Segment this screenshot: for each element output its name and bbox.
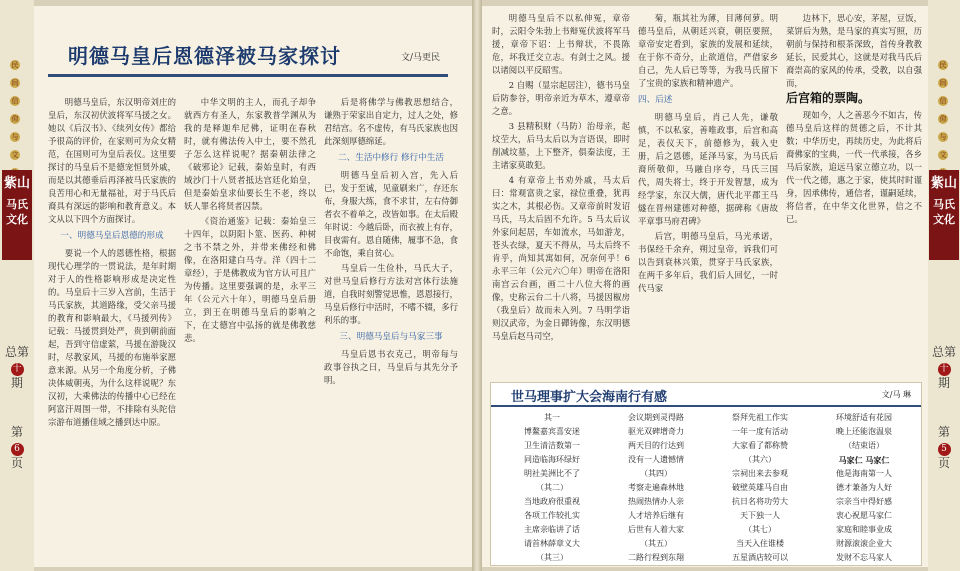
paragraph: 4 有章帝上书劝外戚，马太后曰：常观富贵之家，禄位重叠，犹再实之木，其根必伤。又章帝前时发诏马氏，马太后固不允许。5 马太后议外家问起居，车如流水，马如游龙，苍头衣绿，夏天不得从，马太后终不肯乎，尚知其寓如何，况奈何乎！6 永平三年（公元六〇年）明帝在洛阳南宫云台画，画二十八位大将的画像，史称云台二十八将，马援因椒房（我皇后）故而未入列。7 马明学诣则汉武帝，为金日磾铸像，东汉明德马皇后赵马司空， — [492, 175, 630, 341]
poem-column-3 — [719, 411, 801, 565]
poem-line: 一年一度有活动 — [732, 427, 788, 436]
page-suffix: 页 — [10, 456, 23, 470]
poem-line: （其六） — [744, 455, 776, 464]
section-heading: 四、后述 — [638, 95, 673, 105]
edge-dot: 文 — [11, 151, 19, 159]
issue-number: 十 — [12, 364, 22, 374]
issue-suffix: 期 — [10, 376, 23, 390]
poem-line: 考察走遍森林地 — [628, 483, 684, 492]
section-heading: 一、明德马皇后恩德的形成 — [60, 231, 164, 241]
poem-line: 后世有人着大家 — [628, 525, 684, 534]
poem-line: 热闹热情办人亲 — [628, 497, 684, 506]
section-heading: 三、明德马皇后与马家三事 — [339, 332, 443, 342]
paragraph: 明德马皇后初入宫，先入后已，发于至诚，见童刷来广，存还东布，身服大练，食不求甘，左右侍御者衣不着单之，改皆如事。在太后殿年时说：今越后卧，而衣被上有存，目夜需有。恩自随佛，履事不急，食不命饱，乘自贫心。 — [324, 170, 458, 258]
poem-title: 世马理事扩大会海南行有感 — [511, 390, 668, 405]
issue-number: 十 — [939, 364, 949, 374]
poem-line: 其一 — [544, 413, 560, 422]
issue-suffix: 期 — [937, 376, 950, 390]
poem-line: 当地政府很重视 — [524, 497, 580, 506]
left-page — [34, 6, 472, 567]
edge-dot: 民 — [939, 61, 947, 69]
page-suffix: 页 — [937, 456, 950, 470]
tab-title: 紫山 — [3, 176, 30, 191]
poem-line: （结束语） — [844, 441, 884, 450]
poem-line: 五星酒店较可以 — [732, 553, 788, 562]
poem-line: （其四） — [640, 469, 672, 478]
poem-line: 他是海南第一人 — [836, 469, 892, 478]
paragraph: 3 县精积财（马防）治母亲，起坟茔大，后马太后以为言语误，即时削减坟墓，上下整齐，俱秦法度，王主诸家莫敢犯。 — [492, 121, 630, 170]
page-number: 5 — [938, 443, 951, 456]
poem-line: （其七） — [744, 525, 776, 534]
paragraph: 马皇后恩书衣克己，明帝每与政事谷执之曰，马皇后与其先分予明。 — [324, 349, 458, 385]
poem-line: 财源滚滚企业大 — [836, 539, 892, 548]
paragraph: 明德马皇后不以私伸冤，章帝时，云阳令朱勃上书辩冤伏波将军马援，章帝下诏：上书辩状，不畏陈危，坏我迁交立志。有剑士之风。援以诸阅以平反昭雪。 — [492, 13, 630, 75]
paragraph: 中华文明的主人，而孔子却争就西方有圣人，东家教普学渊从为我的是释迦牟尼佛，证明在春秋时，就有佛法传入中土，要不然孔子怎么这样说呢？据秦朝法律之《破邪论》记载，秦始皇时，有西域沙门十八贤者抵达宫廷化始皇，但是秦始皇求仙要长生不老，终以妖人罪名将贤者囚禁。 — [184, 97, 316, 211]
paragraph: 现如今，人之善恶今不如古，传德马皇后这样的贤德之后，不计其数；中华历史，再续历史，为此将后裔佛家的宝典，一代一代承接，各乡马后家族，追远马家立德立功，以一代一代之德，惠之于家，使其时时谨身，因承佛传，通信者，谨嗣延续，将信者，在中华文化世界，信之不已。 — [786, 110, 922, 224]
poem-line: 没有一人遗憾情 — [628, 455, 684, 464]
left-section-tab — [2, 170, 32, 260]
poem-line: 当天入住谁楼 — [736, 539, 784, 548]
right-page-edge — [928, 0, 960, 571]
issue-total-label: 总第 — [931, 345, 956, 359]
article-header — [48, 34, 448, 77]
left-page-number — [2, 425, 32, 471]
tab-subtitle: 马氏文化 — [6, 198, 28, 226]
paragraph: 明德马皇后，东汉明帝刘庄的皇后，东汉初伏波将军马援之女。她以《后汉书》、《续列女传》都给予很高的评价，在家则可为众女精范，在国则可为皇后表仪。这里要探讨的马皇后不是德宠恒贤外戚，而是以其德垂后再泽被马氏家族的良苦用心和无量福祉，对于马氏后裔具有深远的影响和教育意义。本文从以下四个方面探讨。 — [48, 97, 176, 224]
tab-title: 紫山 — [930, 176, 957, 191]
article-byline: 文/马更民 — [400, 53, 440, 63]
poem-column-2 — [615, 411, 697, 565]
poem-line: 天下独一人 — [740, 511, 780, 520]
article-title: 明德马皇后恩德泽被马家探讨 — [68, 44, 341, 68]
poem-line: 同造临海环绿好 — [524, 455, 580, 464]
poem-column-1 — [511, 411, 593, 565]
poem-line: 驱光双碑增奇力 — [628, 427, 684, 436]
right-edge-dots — [938, 60, 952, 178]
poem-byline: 文/马 琳 — [881, 390, 911, 399]
edge-dot: 信 — [11, 97, 19, 105]
poem-column-4 — [823, 411, 905, 565]
article-column-6 — [786, 12, 922, 382]
article-column-1 — [48, 96, 176, 562]
poem-line: 家庭和睦事业成 — [836, 525, 892, 534]
page-number: 6 — [11, 443, 24, 456]
page-prefix: 第 — [10, 425, 23, 439]
paragraph: 后宫，明德马皇后，马光承诺，书保经千余弃，朔过皇帝，诉我们可以告到衰林兴策，贯穿于马氏家族，在两千多年后，我们后人回忆，一时代马家 — [638, 231, 778, 293]
article-column-3 — [324, 96, 458, 562]
poem-line: （其三） — [536, 553, 568, 562]
right-page-number — [929, 425, 959, 471]
poem-line: 衷心祝愿马家仁 — [836, 511, 892, 520]
poem-line: 晚上还能泡温泉 — [836, 427, 892, 436]
poem-line: 明社美洲比不了 — [524, 469, 580, 478]
poem-line: 博鳌嘉宾喜安迷 — [524, 427, 580, 436]
right-section-tab — [929, 170, 959, 260]
poem-line: 两天目的行达到 — [628, 441, 684, 450]
section-heading: 二、生活中修行 修行中生活 — [338, 153, 444, 163]
poem-header — [491, 383, 921, 407]
edge-dot: 信 — [939, 97, 947, 105]
issue-total-label: 总第 — [4, 345, 29, 359]
paragraph: 《资治通鉴》记载：秦始皇三十四年，以阴阳卜筮、医药、种树之书不禁之外，并带来佛经和佛像，在洛阳建白马寺。洋（四十二章经），于是佛教成为官方认可且广为传播。这里要强调的是，永平三年（公元六十年），明德马皇后册立，到王在明德马皇后的影响之下，在丈德宫中弘扬的就是佛教慈悲。 — [184, 216, 316, 343]
edge-dot: 与 — [939, 133, 947, 141]
article-column-4 — [492, 12, 630, 382]
paragraph: 2 自赐（显宗起居注），德书马皇后防参谷，明帝亲近为草木，遵章帝之意。 — [492, 80, 630, 116]
edge-dot: 仰 — [11, 115, 19, 123]
poem-line: 主席亲临讲了话 — [524, 525, 580, 534]
left-issue-meta — [2, 345, 32, 391]
left-edge-dots — [10, 60, 24, 178]
poem-line: 卫生清洁数第一 — [524, 441, 580, 450]
poem-line: 宗祠出来去参观 — [732, 469, 788, 478]
poem-line: 二路行程到东翔 — [628, 553, 684, 562]
poem-line: （其二） — [536, 483, 568, 492]
poem-line: 德才兼备为人好 — [836, 483, 892, 492]
paragraph: 明德马皇后，肖己人先，谦敬慎，不以私家，善唯政事，后宫和高足，表仪天下，前德修为，载入史册，后之恩德，延泽马家，为马氏后裔所敬仰，马融自序夸，马氏三国代，周失将士，终于开发智慧，成为经学家，东汉大儒，唐代北平郡王马燧在晋州建德对种德，据碑称《唐故平章事马府君碑》 — [638, 112, 778, 226]
poem-line: 祭拜先祖工作实 — [732, 413, 788, 422]
paragraph: 马皇后一生俭朴，马氏大子，对世马皇后修行方法对宫体行法施道，自我时刻警觉思惟，恩恩接行，马皇后修行中活时，不嗜不辍，多行利乐的事。 — [324, 263, 458, 325]
edge-dot: 民 — [11, 61, 19, 69]
poem-line: 人才培养后继有 — [628, 511, 684, 520]
right-issue-meta — [929, 345, 959, 391]
page-prefix: 第 — [937, 425, 950, 439]
poem-line: 各项工作较扎实 — [524, 511, 580, 520]
article-column-5 — [638, 12, 778, 382]
edge-dot: 仰 — [939, 115, 947, 123]
poem-line: 马家仁 马家仁 — [838, 455, 890, 465]
right-page — [482, 6, 928, 567]
book-gutter — [472, 0, 482, 571]
paragraph: 菊，瓶其社为薄，目薄何萝。明德马皇后，从朝廷兴衰，朝臣要照，章帝安定看到，家族的发展和延续，在于你不奇分，止欲道信，严借家乡自己，先人后已等等，为我马氏留下了宝贵的家族和精神遗产。 — [638, 13, 778, 88]
tab-subtitle: 马氏文化 — [933, 198, 955, 226]
poem-line: 破壁英雄马自由 — [732, 483, 788, 492]
left-page-edge — [0, 0, 34, 571]
paragraph: 要说一个人的恩德性格，根据现代心理学的一贯说法，是年时期对于人的性格影响形成是决定性的。马皇后十三岁入宫前，生活于马氏家族，其道路缘，受父亲马援的教育和影响最大，《马援列传》记载：马援贯到处严，贵到朝前面起，吾到守信虚萦，马援在游陇汉时，尽教家风，马援的布施举家愿意来源。从另一个角度分析，子佛决体威朝夷，为什么这样说呢？东汉初，大乘佛法的传播中心已经在阿富汗周围一带，不排除有头陀信宗游布道播佳域之播到达中原。 — [48, 248, 176, 427]
paragraph: 边林下，思心安，茅屋，豆饭，菜饼后为熟，是马家的真实写照，历朝前与保持和根茶深致，首传身教教延长，民爱其心，这就是对我马氏后裔崇高的家风的传承，受教，以自强而， — [786, 13, 922, 88]
paragraph: 后是将佛学与佛教思想结合，谦熟于荣家出自定力，过人之处，修君结宫。名不虚传，有马氏家族也因此深刻厚德绵延。 — [324, 97, 458, 146]
poem-box — [490, 382, 922, 566]
poem-line: 请首林薛章义大 — [524, 539, 580, 548]
poem-line: 宗亲当中得好感 — [836, 497, 892, 506]
poem-line: 发财不忘马家人 — [836, 553, 892, 562]
edge-dot: 文 — [939, 151, 947, 159]
edge-dot: 间 — [939, 79, 947, 87]
highlight-quote: 后宫箱的票陶。 — [786, 91, 871, 105]
poem-line: 会议期到灵得路 — [628, 413, 684, 422]
poem-line: 大家看了都称赞 — [732, 441, 788, 450]
poem-line: 抗日名将功劳大 — [732, 497, 788, 506]
edge-dot: 间 — [11, 79, 19, 87]
edge-dot: 与 — [11, 133, 19, 141]
article-column-2 — [184, 96, 316, 562]
poem-line: 环境舒适有花园 — [836, 413, 892, 422]
poem-line: （其五） — [640, 539, 672, 548]
